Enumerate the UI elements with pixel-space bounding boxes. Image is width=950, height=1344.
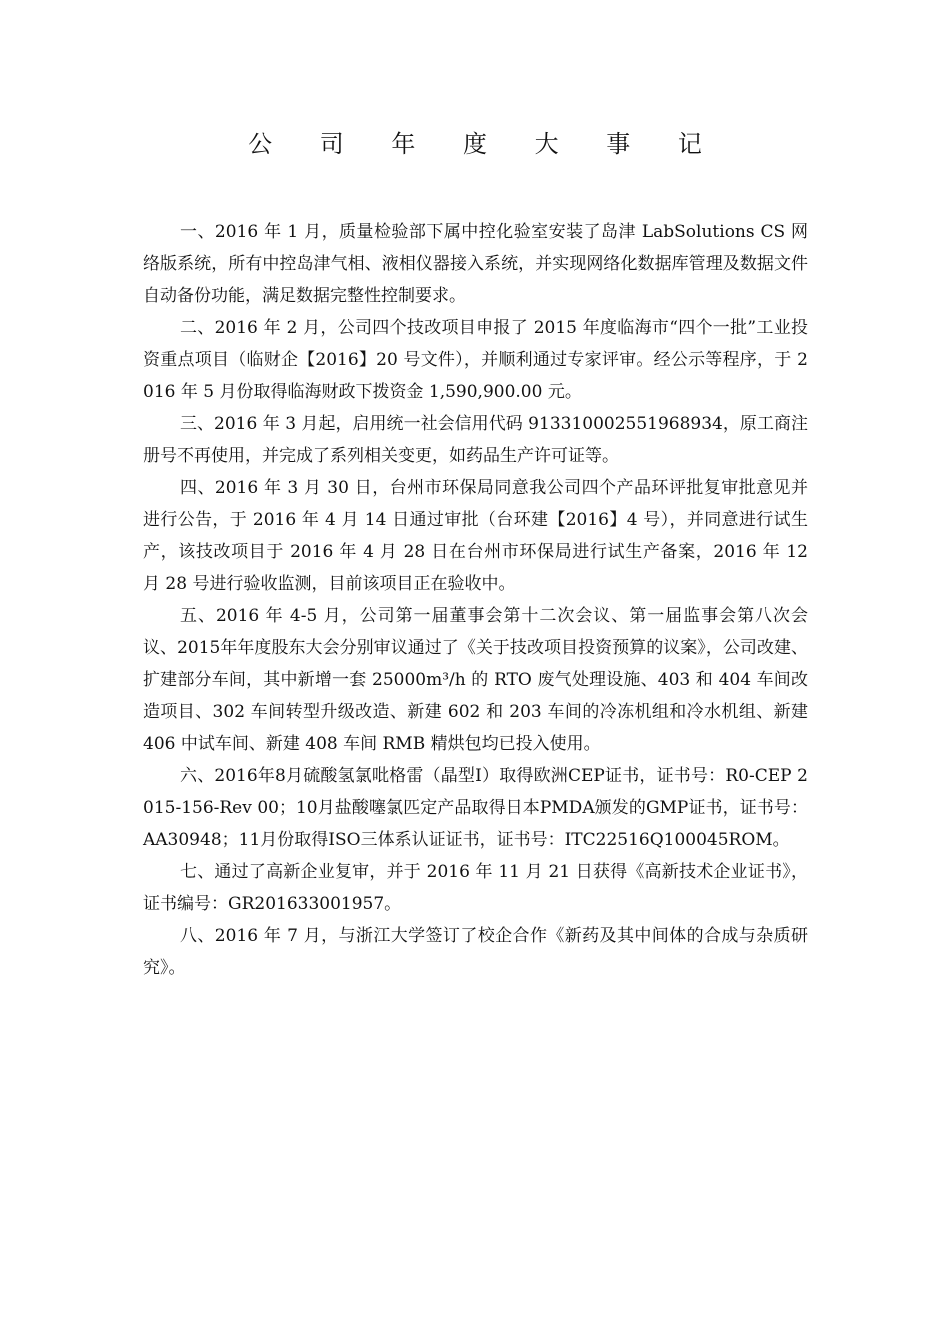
paragraph-6: 六、2016年8月硫酸氢氯吡格雷（晶型I）取得欧洲CEP证书，证书号：R0-CEP 2015-156-Rev 00；10月盐酸噻氯匹定产品取得日本PMDA颁发的GMP证书，证书号：AA30948；11月份取得ISO三体系认证证书，证书号：ITC22516Q100045ROM。 bbox=[143, 766, 808, 850]
paragraph-1: 一、2016 年 1 月，质量检验部下属中控化验室安装了岛津 LabSolutions CS 网络版系统，所有中控岛津气相、液相仪器接入系统，并实现网络化数据库管理及数据文件自动备份功能，满足数据完整性控制要求。 bbox=[143, 222, 808, 306]
paragraph-3: 三、2016 年 3 月起，启用统一社会信用代码 913310002551968934，原工商注册号不再使用，并完成了系列相关变更，如药品生产许可证等。 bbox=[143, 414, 808, 466]
paragraph-7: 七、通过了高新企业复审，并于 2016 年 11 月 21 日获得《高新技术企业证书》，证书编号：GR201633001957。 bbox=[143, 862, 808, 914]
paragraph-4: 四、2016 年 3 月 30 日，台州市环保局同意我公司四个产品环评批复审批意见并进行公告，于 2016 年 4 月 14 日通过审批（台环建【2016】4 号），并同意进行试生产，该技改项目于 2016 年 4 月 28 日在台州市环保局进行试生产备案，2016 年 12 月 28 号进行验收监测，目前该项目正在验收中。 bbox=[143, 478, 808, 594]
paragraph-2: 二、2016 年 2 月，公司四个技改项目申报了 2015 年度临海市“四个一批”工业投资重点项目（临财企【2016】20 号文件），并顺利通过专家评审。经公示等程序，于 2016 年 5 月份取得临海财政下拨资金 1,590,900.00 元。 bbox=[143, 318, 808, 402]
document-body bbox=[143, 216, 808, 984]
paragraph-5: 五、2016 年 4-5 月，公司第一届董事会第十二次会议、第一届监事会第八次会议、2015年年度股东大会分别审议通过了《关于技改项目投资预算的议案》，公司改建、扩建部分车间，其中新增一套 25000m³/h 的 RTO 废气处理设施、403 和 404 车间改造项目、302 车间转型升级改造、新建 602 和 203 车间的冷冻机组和冷水机组、新建 406 中试车间、新建 408 车间 RMB 精烘包均已投入使用。 bbox=[143, 606, 808, 754]
page-title: 公 司 年 度 大 事 记 bbox=[248, 130, 722, 158]
paragraph-8: 八、2016 年 7 月，与浙江大学签订了校企合作《新药及其中间体的合成与杂质研究》。 bbox=[143, 926, 808, 978]
